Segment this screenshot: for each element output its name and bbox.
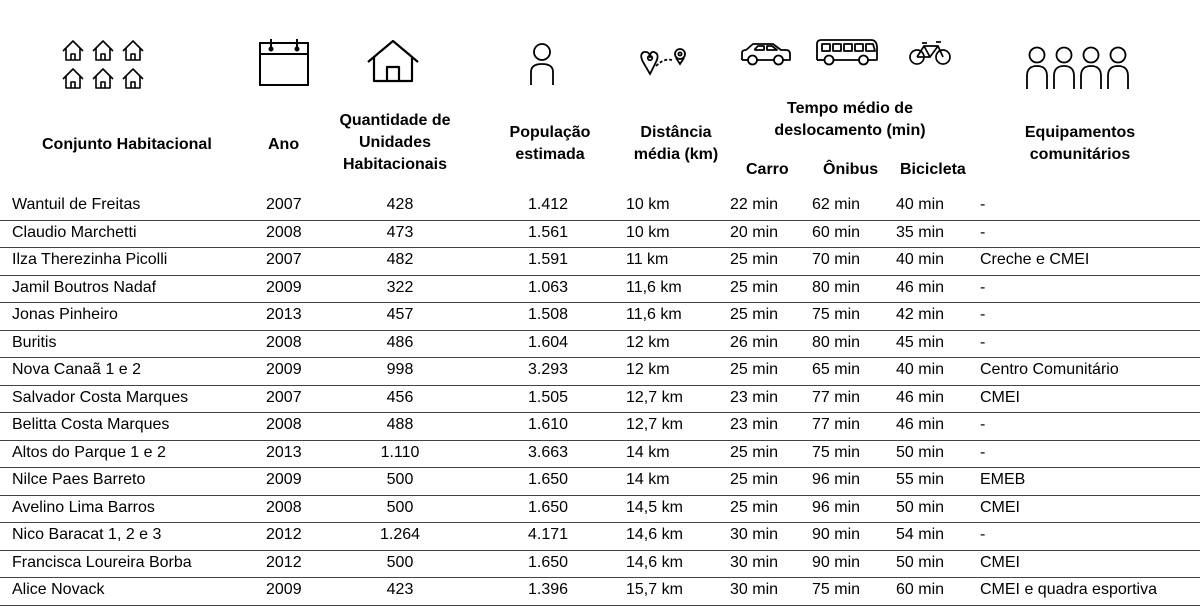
- cell-equipamentos: EMEB: [980, 471, 1026, 488]
- header-equipamentos-line2: comunitários: [1029, 146, 1131, 163]
- cell-unidades: 998: [386, 361, 414, 378]
- cell-populacao: 1.396: [527, 581, 569, 598]
- cell-distancia: 14 km: [626, 443, 670, 461]
- cell-equipamentos: Creche e CMEI: [980, 251, 1090, 268]
- cell-equipamentos: -: [980, 306, 986, 323]
- cell-onibus: 77 min: [812, 416, 861, 433]
- cell-onibus: 75 min: [812, 443, 861, 461]
- cell-bicicleta: 55 min: [896, 471, 945, 488]
- table-row: [0, 331, 1200, 359]
- table-row: [0, 193, 1200, 221]
- cell-unidades: 482: [386, 251, 414, 268]
- table-row: [0, 303, 1200, 331]
- cell-carro: 25 min: [730, 278, 779, 296]
- cell-distancia: 14 km: [626, 471, 670, 488]
- cell-carro: 25 min: [730, 361, 779, 378]
- cell-bicicleta: 40 min: [896, 361, 945, 378]
- cell-onibus: 80 min: [812, 278, 861, 296]
- cell-distancia: 11,6 km: [626, 278, 682, 296]
- cell-unidades: 473: [386, 223, 414, 241]
- table-row: [0, 221, 1200, 249]
- cell-populacao: 1.650: [527, 553, 569, 571]
- cell-onibus: 75 min: [812, 581, 861, 598]
- cell-conjunto: Nilce Paes Barreto: [12, 471, 146, 488]
- bicycle-icon: [908, 40, 952, 66]
- cell-bicicleta: 40 min: [896, 251, 945, 268]
- cell-ano: 2009: [266, 361, 302, 378]
- cell-carro: 25 min: [730, 443, 779, 461]
- calendar-icon: [258, 37, 310, 87]
- cell-carro: 26 min: [730, 333, 779, 351]
- header-quantidade-line1: Quantidade de: [339, 112, 451, 129]
- cell-equipamentos: CMEI: [980, 388, 1020, 406]
- cell-ano: 2009: [266, 278, 302, 296]
- cell-distancia: 12,7 km: [626, 416, 683, 433]
- cell-ano: 2007: [266, 251, 302, 268]
- cell-bicicleta: 46 min: [896, 278, 945, 296]
- cell-onibus: 80 min: [812, 333, 861, 351]
- header-equipamentos: [1010, 122, 1150, 166]
- table-row: [0, 441, 1200, 469]
- cell-distancia: 11,6 km: [626, 306, 682, 323]
- header-distancia: [618, 122, 734, 166]
- cell-bicicleta: 35 min: [896, 223, 945, 241]
- header-bicicleta: Bicicleta: [900, 161, 966, 178]
- cell-populacao: 1.063: [527, 278, 569, 296]
- cell-distancia: 14,6 km: [626, 553, 683, 571]
- header-ano: Ano: [268, 136, 300, 153]
- cell-conjunto: Jamil Boutros Nadaf: [12, 278, 157, 296]
- header-tempo: [755, 98, 945, 142]
- cell-unidades: 456: [386, 388, 414, 406]
- cell-bicicleta: 40 min: [896, 196, 945, 213]
- cell-ano: 2009: [266, 581, 302, 598]
- cell-carro: 25 min: [730, 306, 779, 323]
- cell-conjunto: Altos do Parque 1 e 2: [12, 443, 166, 461]
- cell-conjunto: Salvador Costa Marques: [12, 388, 189, 406]
- cell-ano: 2008: [266, 333, 302, 351]
- cell-populacao: 1.650: [527, 471, 569, 488]
- cell-onibus: 65 min: [812, 361, 861, 378]
- cell-unidades: 1.110: [380, 443, 420, 461]
- cell-populacao: 1.508: [527, 306, 569, 323]
- cell-conjunto: Wantuil de Freitas: [12, 196, 141, 213]
- cell-populacao: 1.604: [527, 333, 569, 351]
- header-distancia-line1: Distância: [640, 124, 712, 141]
- cell-ano: 2008: [266, 223, 302, 241]
- cell-populacao: 1.610: [527, 416, 569, 433]
- cell-conjunto: Nova Canaã 1 e 2: [12, 361, 141, 378]
- table-row: [0, 386, 1200, 414]
- houses-icon: [60, 38, 150, 92]
- car-icon: [740, 40, 792, 68]
- cell-equipamentos: -: [980, 223, 986, 241]
- cell-equipamentos: -: [980, 278, 986, 296]
- header-tempo-line2: deslocamento (min): [774, 122, 926, 139]
- table-row: [0, 413, 1200, 441]
- cell-ano: 2012: [266, 526, 302, 543]
- table-row: [0, 551, 1200, 579]
- cell-conjunto: Ilza Therezinha Picolli: [12, 251, 168, 268]
- cell-conjunto: Alice Novack: [12, 581, 105, 598]
- cell-onibus: 77 min: [812, 388, 861, 406]
- cell-ano: 2013: [266, 306, 302, 323]
- cell-populacao: 1.650: [527, 498, 569, 516]
- table-row: [0, 358, 1200, 386]
- cell-populacao: 4.171: [527, 526, 569, 543]
- cell-equipamentos: CMEI e quadra esportiva: [980, 581, 1157, 598]
- cell-onibus: 90 min: [812, 553, 861, 571]
- cell-ano: 2008: [266, 416, 302, 433]
- cell-ano: 2007: [266, 196, 302, 213]
- header-onibus: Ônibus: [823, 161, 879, 178]
- route-icon: [638, 46, 690, 82]
- cell-unidades: 500: [386, 553, 414, 571]
- cell-onibus: 60 min: [812, 223, 861, 241]
- cell-equipamentos: -: [980, 416, 986, 433]
- cell-populacao: 3.293: [527, 361, 569, 378]
- cell-bicicleta: 46 min: [896, 388, 945, 406]
- cell-conjunto: Claudio Marchetti: [12, 223, 137, 241]
- cell-distancia: 11 km: [626, 251, 669, 268]
- person-icon: [528, 42, 556, 86]
- cell-conjunto: Jonas Pinheiro: [12, 306, 118, 323]
- cell-bicicleta: 50 min: [896, 553, 945, 571]
- cell-carro: 22 min: [730, 196, 779, 213]
- cell-distancia: 14,6 km: [626, 526, 683, 543]
- cell-unidades: 486: [386, 333, 414, 351]
- cell-distancia: 15,7 km: [626, 581, 683, 598]
- cell-carro: 25 min: [730, 251, 779, 268]
- cell-equipamentos: CMEI: [980, 553, 1020, 571]
- cell-ano: 2008: [266, 498, 302, 516]
- cell-equipamentos: CMEI: [980, 498, 1020, 516]
- table-row: [0, 276, 1200, 304]
- cell-populacao: 1.505: [527, 388, 569, 406]
- cell-distancia: 10 km: [626, 196, 670, 213]
- table-row: [0, 496, 1200, 524]
- cell-onibus: 70 min: [812, 251, 861, 268]
- header-distancia-line2: média (km): [633, 146, 719, 163]
- cell-onibus: 90 min: [812, 526, 861, 543]
- table-row: [0, 523, 1200, 551]
- cell-carro: 30 min: [730, 581, 779, 598]
- cell-unidades: 423: [386, 581, 414, 598]
- cell-unidades: 1.264: [379, 526, 421, 543]
- cell-onibus: 96 min: [812, 498, 861, 516]
- cell-conjunto: Buritis: [12, 333, 57, 351]
- cell-ano: 2007: [266, 388, 302, 406]
- cell-populacao: 1.412: [527, 196, 569, 213]
- cell-onibus: 62 min: [812, 196, 861, 213]
- table-row: [0, 248, 1200, 276]
- header-conjunto: Conjunto Habitacional: [42, 136, 212, 153]
- cell-onibus: 96 min: [812, 471, 861, 488]
- cell-carro: 25 min: [730, 498, 779, 516]
- cell-unidades: 500: [386, 471, 414, 488]
- cell-equipamentos: -: [980, 196, 986, 213]
- cell-bicicleta: 60 min: [896, 581, 945, 598]
- cell-bicicleta: 50 min: [896, 443, 945, 461]
- cell-conjunto: Nico Baracat 1, 2 e 3: [12, 526, 162, 543]
- header-equipamentos-line1: Equipamentos: [1024, 124, 1136, 141]
- people-icon: [1026, 46, 1130, 90]
- header-populacao-line2: estimada: [515, 146, 585, 163]
- cell-distancia: 12,7 km: [626, 388, 683, 406]
- cell-carro: 30 min: [730, 526, 779, 543]
- table-row: [0, 468, 1200, 496]
- cell-distancia: 14,5 km: [626, 498, 683, 516]
- cell-conjunto: Belitta Costa Marques: [12, 416, 170, 433]
- cell-populacao: 1.561: [527, 223, 569, 241]
- header-carro: Carro: [746, 161, 789, 178]
- cell-ano: 2012: [266, 553, 302, 571]
- table-body: [0, 193, 1200, 606]
- cell-unidades: 500: [386, 498, 414, 516]
- cell-distancia: 10 km: [626, 223, 670, 241]
- header-populacao-line1: População: [509, 124, 591, 141]
- header-tempo-line1: Tempo médio de: [787, 100, 913, 117]
- header-quantidade: [320, 110, 470, 176]
- cell-unidades: 322: [386, 278, 414, 296]
- cell-bicicleta: 46 min: [896, 416, 945, 433]
- cell-ano: 2009: [266, 471, 302, 488]
- cell-populacao: 3.663: [527, 443, 569, 461]
- cell-equipamentos: Centro Comunitário: [980, 361, 1119, 378]
- cell-onibus: 75 min: [812, 306, 861, 323]
- cell-distancia: 12 km: [626, 333, 670, 351]
- cell-bicicleta: 50 min: [896, 498, 945, 516]
- cell-populacao: 1.591: [527, 251, 569, 268]
- header-populacao: [490, 122, 610, 166]
- header-quantidade-line3: Habitacionais: [342, 156, 448, 173]
- cell-equipamentos: -: [980, 333, 986, 351]
- cell-unidades: 488: [386, 416, 414, 433]
- cell-equipamentos: -: [980, 443, 986, 461]
- cell-unidades: 457: [386, 306, 414, 323]
- cell-distancia: 12 km: [626, 361, 670, 378]
- cell-equipamentos: -: [980, 526, 986, 543]
- cell-carro: 25 min: [730, 471, 779, 488]
- bus-icon: [815, 38, 879, 68]
- header-quantidade-line2: Unidades: [358, 134, 431, 151]
- cell-conjunto: Avelino Lima Barros: [12, 498, 155, 516]
- cell-carro: 23 min: [730, 416, 779, 433]
- cell-carro: 23 min: [730, 388, 779, 406]
- table-row: [0, 578, 1200, 606]
- cell-conjunto: Francisca Loureira Borba: [12, 553, 192, 571]
- cell-carro: 20 min: [730, 223, 779, 241]
- cell-unidades: 428: [386, 196, 414, 213]
- cell-carro: 30 min: [730, 553, 779, 571]
- cell-bicicleta: 42 min: [896, 306, 945, 323]
- cell-ano: 2013: [266, 443, 302, 461]
- house-icon: [365, 38, 421, 84]
- cell-bicicleta: 45 min: [896, 333, 945, 351]
- cell-bicicleta: 54 min: [896, 526, 945, 543]
